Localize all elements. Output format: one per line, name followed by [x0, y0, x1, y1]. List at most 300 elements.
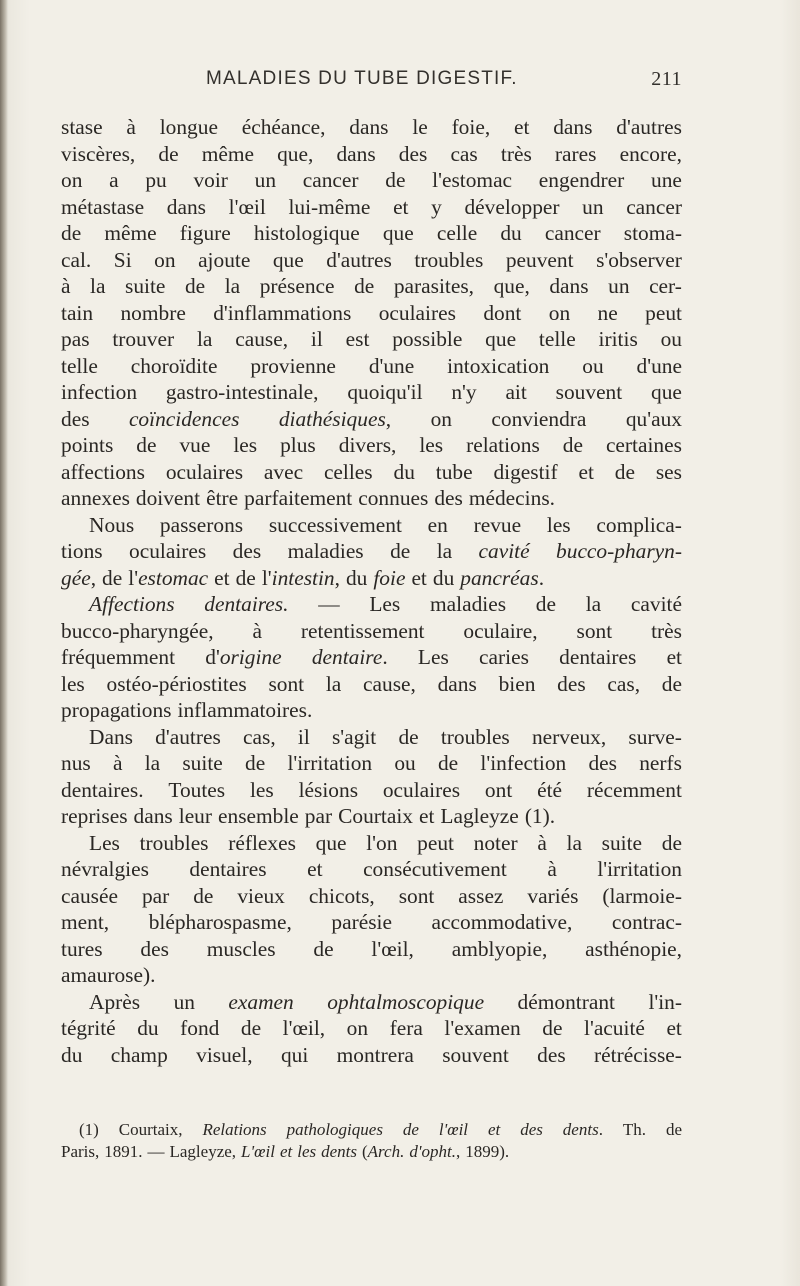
- text-fragment: la: [325, 671, 342, 696]
- text-fragment: dans: [549, 274, 589, 298]
- text-word: [500, 220, 521, 247]
- text-fragment: des: [588, 751, 617, 775]
- text-fragment: un: [254, 168, 277, 192]
- text-word: [518, 989, 615, 1016]
- text-fragment: cause,: [363, 671, 416, 696]
- text-fragment: successivement: [268, 512, 402, 537]
- text-word: [616, 114, 682, 141]
- text-word: [651, 167, 682, 194]
- text-word: [237, 883, 285, 910]
- text-word: [596, 512, 682, 539]
- text-word: [431, 406, 452, 433]
- text-fragment: 1899).: [465, 1142, 510, 1161]
- text-word: [61, 697, 172, 724]
- text-fragment: dans: [336, 141, 376, 166]
- text-fragment: l'acuité: [584, 1016, 645, 1040]
- text-word: [111, 1042, 168, 1069]
- text-word: [160, 512, 243, 539]
- text-fragment: par: [141, 883, 170, 908]
- text-word: [331, 909, 392, 936]
- italic-text: examen: [228, 989, 294, 1014]
- text-fragment: leur: [178, 804, 213, 828]
- text-word: [494, 273, 530, 300]
- text-fragment: .: [382, 645, 388, 669]
- text-fragment: —: [147, 1142, 165, 1161]
- italic-text: et: [279, 1142, 293, 1161]
- text-word: [242, 114, 326, 141]
- text-word: [264, 459, 303, 486]
- text-fragment: montrera: [336, 1042, 414, 1067]
- text-word: [298, 724, 310, 751]
- text-word: [466, 432, 540, 459]
- italic-text: bucco-pharyn-: [556, 539, 682, 563]
- text-fragment: dont: [483, 300, 522, 325]
- text-word: [439, 1119, 468, 1141]
- text-word: [104, 220, 156, 247]
- text-word: [398, 724, 418, 751]
- text-fragment: à: [547, 857, 557, 881]
- text-word: [626, 194, 682, 221]
- text-word: [549, 300, 570, 327]
- text-fragment: plus: [280, 433, 316, 457]
- text-word: [336, 141, 375, 168]
- text-fragment: sont: [576, 618, 613, 643]
- text-fragment: un: [608, 274, 630, 298]
- page-spine-shadow: [0, 0, 8, 1286]
- text-fragment: dans: [166, 194, 207, 219]
- text-fragment: l': [261, 565, 272, 590]
- text-word: [417, 830, 454, 857]
- text-word: [225, 273, 240, 300]
- text-line: [61, 777, 682, 804]
- text-word: [142, 883, 169, 910]
- text-fragment: chicots,: [308, 883, 375, 908]
- text-fragment: un: [173, 989, 195, 1014]
- text-fragment: souvent: [442, 1042, 509, 1067]
- text-fragment: cancer: [302, 168, 359, 192]
- text-fragment: affections: [61, 459, 145, 484]
- text-word: [599, 326, 638, 353]
- text-fragment: certaines: [605, 433, 682, 457]
- text-word: [243, 724, 276, 751]
- text-word: [394, 273, 474, 300]
- text-fragment: est: [345, 327, 370, 351]
- italic-text: intestin: [271, 565, 335, 590]
- text-word: [241, 1015, 261, 1042]
- text-fragment: les: [419, 433, 444, 457]
- text-word: [316, 830, 347, 857]
- text-fragment: trouver: [112, 327, 175, 351]
- text-word: [362, 1141, 404, 1163]
- text-fragment: l'in-: [648, 989, 682, 1014]
- text-fragment: cal.: [61, 247, 92, 272]
- text-word: [585, 936, 682, 963]
- text-fragment: la: [90, 274, 106, 298]
- text-fragment: la: [585, 592, 602, 616]
- italic-text: foie: [373, 565, 406, 590]
- text-fragment: maladies: [430, 592, 507, 616]
- text-fragment: (1).: [524, 804, 556, 828]
- text-word: [61, 114, 103, 141]
- text-word: [450, 141, 477, 168]
- text-fragment: de: [390, 539, 411, 563]
- text-fragment: et: [513, 115, 530, 139]
- text-word: [563, 1119, 603, 1141]
- text-fragment: ne: [597, 300, 618, 325]
- text-word: [373, 565, 405, 592]
- text-fragment: Courtaix,: [118, 1120, 183, 1139]
- text-fragment: même: [104, 221, 157, 245]
- text-fragment: et: [393, 194, 409, 219]
- text-line: [61, 300, 682, 327]
- text-fragment: de: [193, 883, 214, 908]
- text-word: [250, 353, 336, 380]
- text-fragment: dentaires: [189, 857, 267, 881]
- text-word: [656, 459, 682, 486]
- text-fragment: causée: [61, 883, 118, 908]
- text-word: [79, 1119, 99, 1141]
- text-line: [61, 485, 682, 512]
- text-fragment: ,: [334, 565, 340, 590]
- text-fragment: (1): [79, 1120, 99, 1139]
- text-word: [588, 750, 617, 777]
- text-fragment: celle: [436, 221, 478, 245]
- text-line: [61, 512, 682, 539]
- text-fragment: sont: [398, 883, 435, 908]
- text-word: [312, 644, 388, 671]
- text-word: [167, 194, 206, 221]
- text-word: [559, 644, 636, 671]
- text-word: [469, 485, 555, 512]
- text-word: [268, 671, 304, 698]
- text-fragment: ajoute: [198, 247, 251, 272]
- text-word: [61, 1042, 82, 1069]
- text-word: [628, 724, 681, 751]
- text-word: [385, 167, 405, 194]
- text-word: [228, 830, 296, 857]
- text-word: [179, 803, 212, 830]
- text-word: [514, 114, 529, 141]
- text-fragment: viscères,: [61, 141, 136, 166]
- text-fragment: que: [315, 830, 347, 855]
- text-fragment: même: [201, 141, 254, 166]
- text-fragment: et: [578, 459, 594, 484]
- text-word: [112, 326, 174, 353]
- text-word: [197, 326, 212, 353]
- text-word: [241, 1141, 275, 1163]
- text-fragment: propagations: [61, 698, 172, 722]
- text-word: [134, 803, 173, 830]
- text-word: [244, 485, 352, 512]
- text-fragment: que,: [493, 274, 530, 298]
- text-word: [287, 1119, 383, 1141]
- text-fragment: Th.: [622, 1120, 647, 1139]
- text-word: [347, 379, 422, 406]
- text-fragment: asthénopie,: [585, 936, 682, 961]
- text-fragment: parasites,: [393, 274, 475, 298]
- text-fragment: ostéo-périostites: [106, 671, 247, 696]
- text-word: [578, 459, 593, 486]
- text-word: [363, 671, 416, 698]
- text-fragment: ou: [582, 353, 604, 378]
- text-word: [332, 724, 376, 751]
- text-fragment: Si: [113, 247, 132, 272]
- text-word: [452, 936, 548, 963]
- text-word: [597, 856, 682, 883]
- text-word: [442, 1042, 509, 1069]
- text-word: [260, 273, 335, 300]
- text-fragment: suite: [182, 751, 223, 775]
- text-word: [390, 1015, 423, 1042]
- text-line: [61, 724, 682, 751]
- text-word: [303, 167, 359, 194]
- text-fragment: tions: [61, 539, 103, 563]
- text-line: [61, 618, 682, 645]
- text-word: [440, 803, 518, 830]
- text-word: [193, 167, 227, 194]
- text-fragment: a: [109, 168, 119, 192]
- text-fragment: n'y: [451, 380, 477, 404]
- text-word: [205, 644, 281, 671]
- text-line: [61, 326, 682, 353]
- text-fragment: connues: [358, 486, 429, 510]
- text-word: [193, 883, 213, 910]
- text-word: [607, 671, 640, 698]
- text-fragment: Lagleyze: [440, 804, 519, 828]
- text-fragment: échéance,: [241, 115, 326, 139]
- text-word: [207, 936, 276, 963]
- text-fragment: de: [245, 751, 266, 775]
- text-word: [394, 750, 415, 777]
- text-word: [394, 459, 415, 486]
- text-line: [61, 644, 682, 671]
- text-line: [61, 379, 682, 406]
- text-word: [584, 1015, 645, 1042]
- text-line: [61, 989, 682, 1016]
- text-fragment: à: [537, 830, 547, 855]
- text-fragment: on: [61, 168, 83, 192]
- text-fragment: d'une: [636, 353, 682, 378]
- text-fragment: les: [233, 433, 258, 457]
- text-fragment: troubles: [414, 247, 484, 272]
- text-word: [269, 512, 402, 539]
- text-word: [337, 1042, 414, 1069]
- text-word: [61, 353, 98, 380]
- text-fragment: bien: [498, 671, 536, 696]
- text-fragment: Les: [369, 592, 401, 616]
- text-fragment: et: [307, 857, 323, 881]
- text-word: [307, 856, 322, 883]
- text-word: [204, 591, 288, 618]
- text-fragment: cancer: [544, 221, 601, 245]
- text-word: [536, 591, 556, 618]
- text-word: [245, 750, 265, 777]
- text-line: [61, 697, 682, 724]
- text-word: [104, 1141, 142, 1163]
- text-fragment: iritis: [598, 327, 638, 351]
- text-word: [318, 591, 339, 618]
- text-fragment: troubles: [139, 830, 209, 855]
- text-fragment: dentaires.: [61, 777, 144, 802]
- text-word: [432, 909, 573, 936]
- text-fragment: on: [346, 1016, 369, 1040]
- text-line: [61, 750, 682, 777]
- text-fragment: des: [61, 406, 90, 431]
- text-word: [556, 538, 682, 565]
- text-word: [437, 538, 452, 565]
- text-word: [474, 512, 522, 539]
- text-word: [89, 591, 175, 618]
- text-word: [392, 326, 462, 353]
- text-word: [411, 565, 426, 592]
- text-word: [547, 856, 557, 883]
- text-word: [61, 1141, 99, 1163]
- text-fragment: assez: [458, 883, 504, 908]
- text-word: [582, 353, 603, 380]
- text-fragment: foie,: [451, 115, 491, 139]
- text-word: [547, 512, 571, 539]
- text-fragment: cavité: [630, 592, 682, 616]
- text-word: [61, 618, 214, 645]
- text-word: [539, 326, 576, 353]
- text-fragment: doivent: [135, 486, 201, 510]
- text-fragment: cancer: [626, 194, 682, 219]
- text-fragment: vieux: [237, 883, 285, 908]
- text-word: [491, 406, 586, 433]
- text-word: [626, 406, 682, 433]
- text-fragment: démontrant: [517, 989, 615, 1014]
- text-fragment: vue: [179, 433, 211, 457]
- text-fragment: peut: [645, 300, 682, 325]
- text-word: [623, 1119, 646, 1141]
- text-fragment: des: [140, 936, 169, 961]
- text-word: [349, 114, 388, 141]
- text-fragment: que: [485, 327, 517, 351]
- text-fragment: par: [304, 804, 333, 828]
- text-word: [61, 777, 144, 804]
- text-fragment: de: [61, 221, 82, 245]
- text-word: [393, 194, 408, 221]
- text-word: [61, 909, 109, 936]
- text-fragment: l'examen: [444, 1016, 521, 1040]
- text-fragment: —: [318, 592, 340, 616]
- text-word: [140, 830, 209, 857]
- text-line: [61, 936, 682, 963]
- text-word: [447, 353, 549, 380]
- text-word: [582, 194, 603, 221]
- text-fragment: fréquemment: [61, 645, 176, 669]
- text-word: [479, 538, 530, 565]
- text-fragment: être: [206, 486, 239, 510]
- text-line: [61, 167, 682, 194]
- text-fragment: .: [538, 565, 545, 590]
- text-fragment: reprises: [61, 804, 128, 828]
- text-fragment: un: [582, 194, 604, 219]
- text-fragment: que: [382, 221, 414, 245]
- text-fragment: caries: [479, 645, 529, 669]
- text-word: [61, 432, 113, 459]
- text-word: [61, 883, 118, 910]
- text-word: [542, 1015, 562, 1042]
- text-word: [140, 936, 169, 963]
- text-fragment: retentissement: [300, 618, 425, 643]
- text-fragment: du: [500, 221, 522, 245]
- text-word: [198, 247, 250, 274]
- text-word: [136, 432, 156, 459]
- text-line: [61, 856, 682, 883]
- text-word: [339, 432, 397, 459]
- text-word: [120, 300, 185, 327]
- text-word: [436, 459, 473, 486]
- text-word: [608, 273, 629, 300]
- text-word: [61, 220, 81, 247]
- text-fragment: ait: [505, 380, 527, 404]
- text-word: [403, 1119, 419, 1141]
- text-word: [305, 803, 332, 830]
- text-word: [545, 220, 601, 247]
- text-word: [493, 459, 557, 486]
- text-fragment: celles: [323, 459, 373, 484]
- text-word: [113, 750, 123, 777]
- text-fragment: encore,: [619, 141, 682, 166]
- text-fragment: l'irritation: [287, 751, 373, 775]
- text-fragment: longue: [159, 115, 218, 139]
- text-word: [125, 273, 165, 300]
- text-fragment: tube: [435, 459, 473, 484]
- italic-text: dents: [562, 1120, 599, 1139]
- text-fragment: amblyopie,: [451, 936, 548, 961]
- text-word: [606, 432, 682, 459]
- text-fragment: névralgies: [61, 857, 149, 881]
- text-word: [441, 724, 510, 751]
- text-fragment: parfaitement: [244, 486, 353, 510]
- text-fragment: et: [666, 645, 682, 669]
- text-word: [661, 326, 682, 353]
- text-fragment: présence: [259, 274, 335, 298]
- text-word: [288, 538, 364, 565]
- text-word: [639, 750, 682, 777]
- text-word: [288, 194, 370, 221]
- italic-text: de: [402, 1120, 419, 1139]
- text-word: [383, 220, 414, 247]
- text-word: [567, 830, 582, 857]
- text-line: [61, 591, 682, 618]
- text-word: [409, 1141, 460, 1163]
- text-fragment: cas,: [243, 724, 276, 749]
- text-fragment: dans: [437, 671, 477, 696]
- text-word: [371, 936, 413, 963]
- text-word: [464, 194, 559, 221]
- text-fragment: avec: [263, 459, 304, 484]
- text-word: [369, 591, 400, 618]
- text-line: [61, 432, 682, 459]
- text-word: [431, 194, 442, 221]
- text-word: [615, 459, 635, 486]
- text-fragment: récemment: [586, 777, 682, 802]
- text-word: [321, 1141, 357, 1163]
- text-word: [262, 565, 340, 592]
- text-word: [129, 538, 206, 565]
- italic-text: l'œil: [438, 1120, 469, 1139]
- text-word: [418, 644, 449, 671]
- text-word: [196, 1042, 252, 1069]
- text-fragment: telle: [61, 353, 98, 378]
- text-fragment: cause,: [235, 327, 289, 351]
- text-word: [602, 883, 682, 910]
- text-fragment: la: [566, 830, 582, 855]
- text-word: [202, 141, 254, 168]
- text-word: [178, 697, 313, 724]
